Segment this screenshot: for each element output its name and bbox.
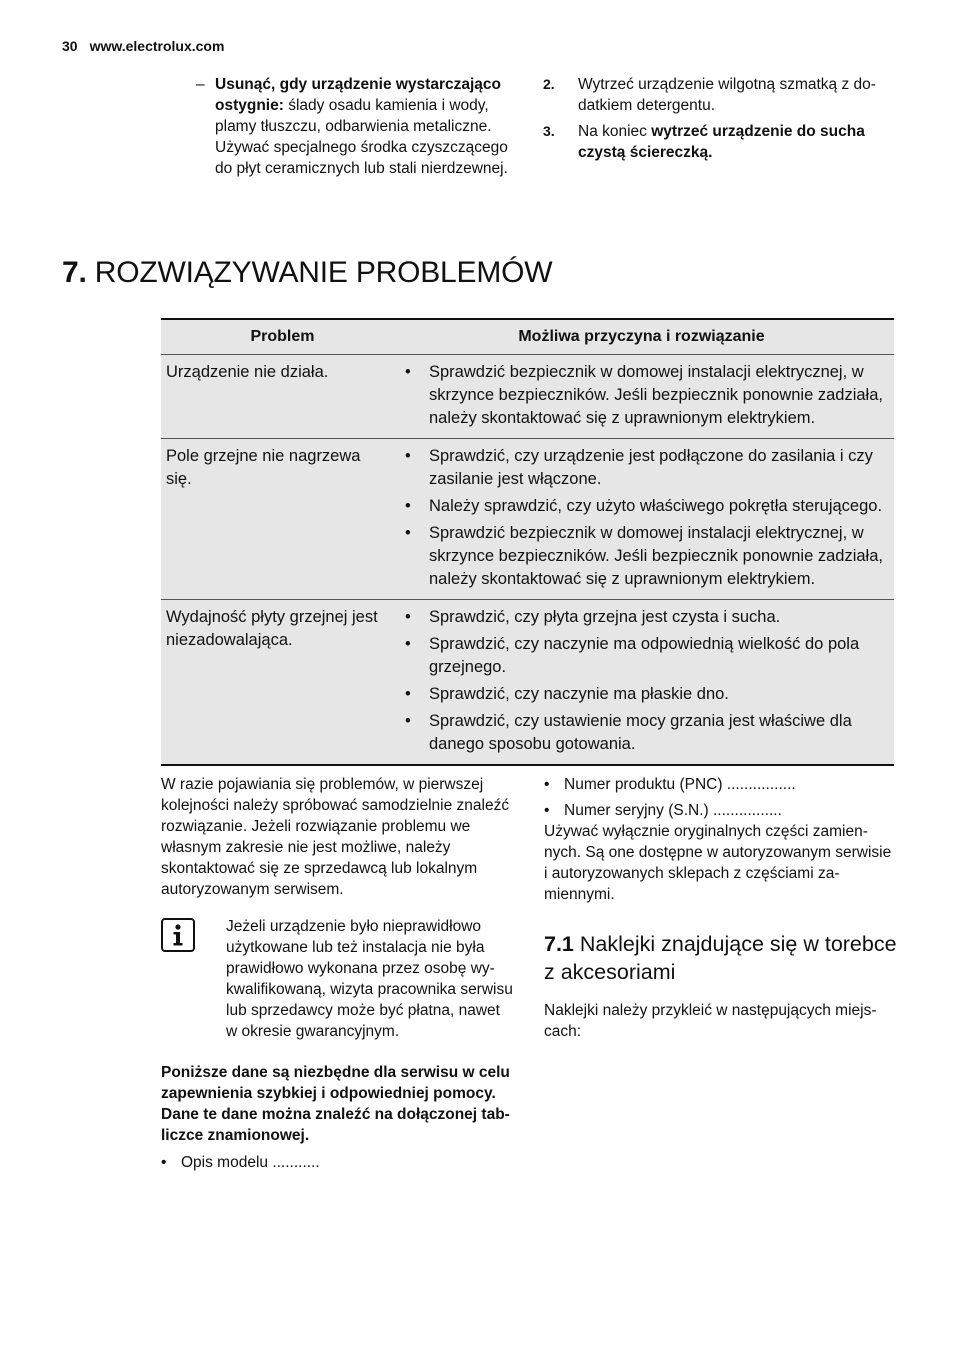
problem-cell: Wydajność płyty grzejnej jest niezadowalająca. xyxy=(166,608,378,649)
solution-item: • Sprawdzić, czy ustawienie mocy grzania jest właściwe dla danego sposobu gotowania. xyxy=(405,710,884,756)
model-item: • Opis modelu ........... xyxy=(161,1152,511,1173)
solution-item: • Sprawdzić, czy płyta grzejna jest czysta i sucha. xyxy=(405,606,884,629)
section-number: 7. xyxy=(62,256,87,289)
solution-item: • Sprawdzić, czy urządzenie jest podłączone do zasilania i czy zasilanie jest włączone. xyxy=(405,445,884,491)
problem-cell: Urządzenie nie działa. xyxy=(166,363,329,381)
solution-cell xyxy=(399,600,894,764)
service-data-note xyxy=(161,1062,511,1146)
cleaning-instruction-bold: Usunąć, gdy urządzenie wystarczająco ostygnie: xyxy=(215,76,501,114)
stickers-paragraph: Naklejki należy przykleić w następujących miejscach: xyxy=(544,1002,877,1040)
solution-cell xyxy=(399,439,894,599)
step-number: 3. xyxy=(543,123,555,139)
subsection-title-text: Naklejki znajdujące się w torebce z akcesoriami xyxy=(544,932,897,984)
info-icon xyxy=(161,918,195,952)
cleaning-instruction-text: ślady osadu kamienia i wody, plamy tłuszczu, odbarwienia metaliczne. Używać specjalnego środka czyszczącego do płyt ceramicznych lub stali nierdzewnej. xyxy=(215,97,508,177)
step-text-bold: wytrzeć urządzenie do sucha czystą ściereczką. xyxy=(578,123,865,161)
table-row xyxy=(161,599,894,764)
cleaning-instruction-item xyxy=(196,74,514,179)
header-solution: Możliwa przyczyna i rozwiązanie xyxy=(518,328,765,345)
troubleshooting-table xyxy=(161,318,894,766)
solution-item: • Sprawdzić bezpiecznik w domowej instalacji elektrycznej, w skrzynce bezpieczników. Jeśli bezpiecznik ponownie zadziała, należy skontaktować się z uprawnionym elektrykiem. xyxy=(405,361,884,430)
table-row xyxy=(161,438,894,599)
solution-item: • Należy sprawdzić, czy użyto właściwego pokrętła sterującego. xyxy=(405,495,884,518)
header-problem: Problem xyxy=(250,328,315,345)
service-data-bold: Poniższe dane są niezbędne dla serwisu w celu zapewnienia szybkiej i odpowiedniej pomocy. Dane te dane można znaleźć na dołączonej tabliczce znamionowej. xyxy=(161,1064,510,1144)
solution-item: • Sprawdzić bezpiecznik w domowej instalacji elektrycznej, w skrzynce bezpieczników. Jeśli bezpiecznik ponownie zadziała, należy skontaktować się z uprawnionym elektrykiem. xyxy=(405,522,884,591)
serial-item: • Numer seryjny (S.N.) ................ xyxy=(544,800,894,821)
spare-parts-paragraph: Używać wyłącznie oryginalnych części zamiennych. Są one dostępne w autoryzowanym serwisie i autoryzowanych sklepach z częściami zamiennymi. xyxy=(544,823,892,903)
info-note xyxy=(161,916,513,1042)
dash-marker: – xyxy=(196,76,205,93)
section-title-text: ROZWIĄZYWANIE PROBLEMÓW xyxy=(94,256,553,289)
subsection-title xyxy=(544,930,904,986)
left-column xyxy=(161,774,511,900)
solution-item: • Sprawdzić, czy naczynie ma odpowiednią wielkość do pola grzejnego. xyxy=(405,633,884,679)
problem-cell: Pole grzejne nie nagrzewa się. xyxy=(166,447,361,488)
solution-cell xyxy=(399,355,894,438)
right-column xyxy=(544,774,894,905)
info-note-text: Jeżeli urządzenie było nieprawidłowo użytkowane lub też instalacja nie była prawidłowo wykonana przez osobę wykwalifikowaną, wizyta pracownika serwisu lub sprzedawcy może być płatna, nawet w okresie gwarancyjnym. xyxy=(226,918,513,1040)
solution-item: • Sprawdzić, czy naczynie ma płaskie dno. xyxy=(405,683,884,706)
numbered-step xyxy=(543,121,893,163)
pnc-item: • Numer produktu (PNC) ................ xyxy=(544,774,894,795)
step-text: Wytrzeć urządzenie wilgotną szmatką z dodatkiem detergentu. xyxy=(578,76,876,114)
intro-paragraph: W razie pojawiania się problemów, w pierwszej kolejności należy spróbować samodzielnie znaleźć rozwiązanie. Jeżeli rozwiązanie problemu we własnym zakresie nie jest możliwe, należy skontaktować się ze sprzedawcą lub lokalnym autoryzowanym serwisem. xyxy=(161,776,510,898)
page-header xyxy=(62,38,224,54)
website-url: www.electrolux.com xyxy=(89,38,225,54)
step-text: Na koniec xyxy=(578,123,652,140)
subsection-number: 7.1 xyxy=(544,932,574,956)
step-number: 2. xyxy=(543,76,555,92)
table-row xyxy=(161,354,894,438)
section-title xyxy=(62,256,552,290)
numbered-step xyxy=(543,74,893,116)
table-header-row xyxy=(161,320,894,354)
page-number: 30 xyxy=(62,38,78,54)
